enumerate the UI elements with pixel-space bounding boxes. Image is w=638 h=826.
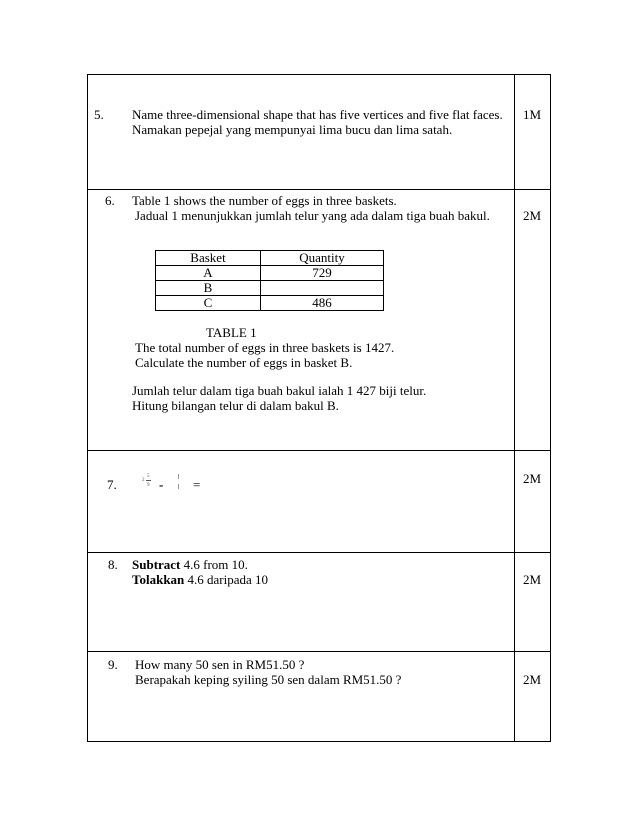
table-cell: A (156, 266, 261, 281)
question-6-intro-english: Table 1 shows the number of eggs in three baskets. (132, 193, 397, 208)
question-5-marks: 1M (523, 107, 542, 122)
question-8-english-rest: 4.6 from 10. (180, 557, 248, 572)
table-cell (261, 281, 384, 296)
fraction-placeholder-top (178, 474, 179, 479)
question-5-malay: Namakan pepejal yang mempunyai lima bucu dan lima satah. (132, 122, 453, 137)
question-5-number: 5. (94, 107, 104, 122)
table-header-quantity: Quantity (261, 251, 384, 266)
subtract-keyword: Subtract (132, 557, 181, 572)
table-row (156, 296, 384, 311)
question-9-marks: 2M (523, 672, 542, 687)
question-6-intro-malay: Jadual 1 menunjukkan jumlah telur yang ada dalam tiga buah bakul. (135, 208, 490, 223)
question-9-malay: Berapakah keping syiling 50 sen dalam RM51.50 ? (135, 672, 402, 687)
mixed-number-whole: 2 (142, 478, 145, 483)
tolakkan-keyword: Tolakkan (132, 572, 185, 587)
question-6-text-english-2: Calculate the number of eggs in basket B. (135, 355, 353, 370)
minus-sign: - (159, 477, 164, 492)
table-cell: 486 (261, 296, 384, 311)
question-6-text-malay-2: Hitung bilangan telur di dalam bakul B. (132, 398, 339, 413)
equals-sign: = (193, 477, 201, 492)
table-cell: B (156, 281, 261, 296)
eggs-table (155, 250, 384, 311)
marks-column-divider (514, 74, 515, 742)
table-cell: C (156, 296, 261, 311)
fraction-bar (146, 480, 151, 481)
question-6-text-malay-1: Jumlah telur dalam tiga buah bakul ialah 1 427 biji telur. (132, 383, 427, 398)
question-6-number: 6. (105, 193, 115, 208)
row-divider (87, 189, 551, 190)
fraction-numerator: 5 (147, 474, 150, 479)
row-divider (87, 450, 551, 451)
question-7-number: 7. (107, 477, 117, 492)
row-divider (87, 651, 551, 652)
question-5-english: Name three-dimensional shape that has five vertices and five flat faces. (132, 107, 503, 122)
table-header-basket: Basket (156, 251, 261, 266)
table-row (156, 266, 384, 281)
question-8-number: 8. (108, 557, 118, 572)
table-caption: TABLE 1 (206, 325, 257, 340)
question-9-english: How many 50 sen in RM51.50 ? (135, 657, 305, 672)
question-9-number: 9. (108, 657, 118, 672)
fraction-denominator: 9 (147, 483, 150, 488)
question-8-english (132, 557, 248, 572)
table-header-row (156, 251, 384, 266)
question-8-marks: 2M (523, 572, 542, 587)
question-7-marks: 2M (523, 471, 542, 486)
table-row (156, 281, 384, 296)
question-8-malay (132, 572, 268, 587)
row-divider (87, 552, 551, 553)
question-6-text-english-1: The total number of eggs in three baskets is 1427. (135, 340, 395, 355)
fraction-placeholder-bottom (178, 484, 179, 489)
table-cell: 729 (261, 266, 384, 281)
question-8-malay-rest: 4.6 daripada 10 (184, 572, 269, 587)
question-6-marks: 2M (523, 208, 542, 223)
